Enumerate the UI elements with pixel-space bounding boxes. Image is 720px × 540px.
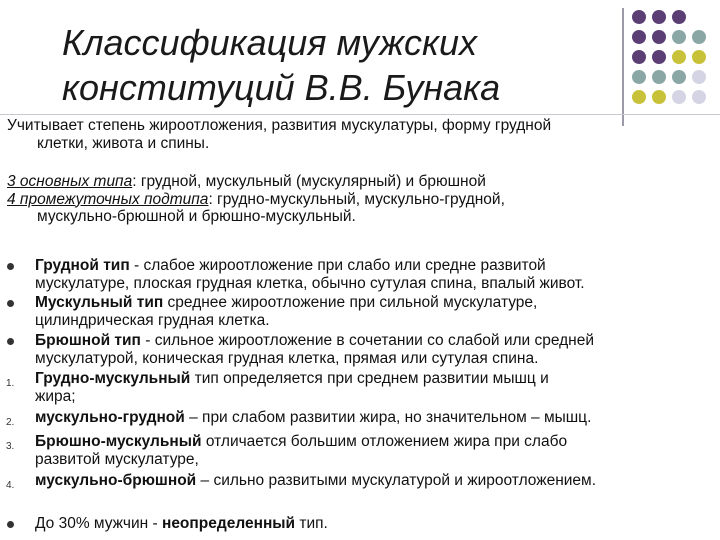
intro-line-2: клетки, живота и спины. bbox=[37, 134, 210, 152]
list-number: 2. bbox=[6, 417, 15, 428]
dot-yellow bbox=[692, 50, 706, 64]
list-item-text bbox=[35, 409, 705, 427]
subtypes-label: 4 промежуточных подтипа bbox=[7, 190, 209, 208]
list-item-desc: среднее жироотложение при сильной мускулатуре, bbox=[163, 294, 538, 311]
subtypes-text: : грудно-мускульный, мускульно-грудной, bbox=[208, 190, 505, 208]
title-divider bbox=[622, 8, 624, 126]
list-item-desc-2: мускулатурой, коническая грудная клетка, прямая или сутулая спина. bbox=[35, 349, 539, 367]
title-line-1: Классификация мужских bbox=[62, 22, 477, 63]
main-types-line bbox=[7, 173, 707, 191]
dot-teal bbox=[672, 70, 686, 84]
dot-yellow bbox=[672, 50, 686, 64]
subtypes-line-2: мускульно-брюшной и брюшно-мускульный. bbox=[37, 208, 356, 225]
list-item-text bbox=[35, 472, 705, 490]
dot-grey bbox=[692, 90, 706, 104]
footer-lead: До 30% мужчин - bbox=[35, 515, 162, 532]
dot-teal bbox=[652, 70, 666, 84]
intro-block bbox=[7, 117, 707, 226]
dot-grey bbox=[672, 90, 686, 104]
list-item-text bbox=[35, 294, 705, 329]
dot-purple bbox=[632, 30, 646, 44]
list-item-desc: - слабое жироотложение при слабо или средне развитой bbox=[129, 257, 546, 274]
bullet-icon bbox=[7, 263, 14, 270]
dot-grid-decoration bbox=[632, 10, 720, 116]
bullet-icon bbox=[7, 300, 14, 307]
list-item-text bbox=[35, 433, 705, 468]
list-number: 3. bbox=[6, 441, 15, 452]
list-item-desc-2: развитой мускулатуре, bbox=[35, 450, 199, 468]
list-item-desc: отличается большим отложением жира при слабо bbox=[201, 433, 568, 450]
list-number: 4. bbox=[6, 480, 15, 491]
footer-term: неопределенный bbox=[161, 515, 296, 532]
list-number: 1. bbox=[6, 378, 15, 389]
slide-title bbox=[62, 20, 582, 110]
dot-grey bbox=[692, 70, 706, 84]
list-item-desc: - сильное жироотложение в сочетании со слабой или средней bbox=[140, 332, 595, 349]
list-item-term: мускульно-грудной bbox=[35, 409, 185, 426]
list-item-text bbox=[35, 332, 705, 367]
dot-purple bbox=[652, 30, 666, 44]
dot-purple bbox=[672, 10, 686, 24]
dot-purple bbox=[652, 10, 666, 24]
dot-yellow bbox=[632, 90, 646, 104]
list-item-term: Мускульный тип bbox=[35, 294, 164, 311]
dot-purple bbox=[632, 50, 646, 64]
bullet-icon bbox=[7, 338, 14, 345]
dot-yellow bbox=[652, 90, 666, 104]
footer-tail: тип. bbox=[295, 515, 328, 532]
list-item-desc: – при слабом развитии жира, но значительном – мышц. bbox=[184, 409, 592, 426]
dot-teal bbox=[692, 30, 706, 44]
header-divider bbox=[0, 114, 720, 115]
list-item-term: Грудно-мускульный bbox=[35, 370, 191, 387]
list-item-desc: тип определяется при среднем развитии мышц и bbox=[190, 370, 549, 387]
list-item-desc-2: цилиндрическая грудная клетка. bbox=[35, 311, 270, 329]
main-types-text: : грудной, мускульный (мускулярный) и брюшной bbox=[132, 173, 486, 190]
list-item-term: Брюшно-мускульный bbox=[35, 433, 202, 450]
intro-line-1: Учитывает степень жироотложения, развития мускулатуры, форму грудной bbox=[7, 117, 552, 134]
dot-purple bbox=[652, 50, 666, 64]
subtypes-line bbox=[7, 191, 707, 209]
list-item-desc-2: жира; bbox=[35, 387, 76, 405]
list-item-term: Грудной тип bbox=[35, 257, 130, 274]
bullet-icon bbox=[7, 521, 14, 528]
main-types-label: 3 основных типа bbox=[7, 173, 133, 190]
list-item-term: мускульно-брюшной bbox=[35, 472, 197, 489]
dot-teal bbox=[632, 70, 646, 84]
list-item-term: Брюшной тип bbox=[35, 332, 141, 349]
footer-text bbox=[35, 515, 705, 533]
list-item-text bbox=[35, 370, 705, 405]
title-line-2: конституций В.В. Бунака bbox=[62, 67, 501, 108]
list-item-desc: – сильно развитыми мускулатурой и жироотложением. bbox=[196, 472, 597, 489]
list-item-text bbox=[35, 257, 705, 292]
dot-teal bbox=[672, 30, 686, 44]
list-item-desc-2: мускулатуре, плоская грудная клетка, обычно сутулая спина, впалый живот. bbox=[35, 274, 585, 292]
dot-purple bbox=[632, 10, 646, 24]
